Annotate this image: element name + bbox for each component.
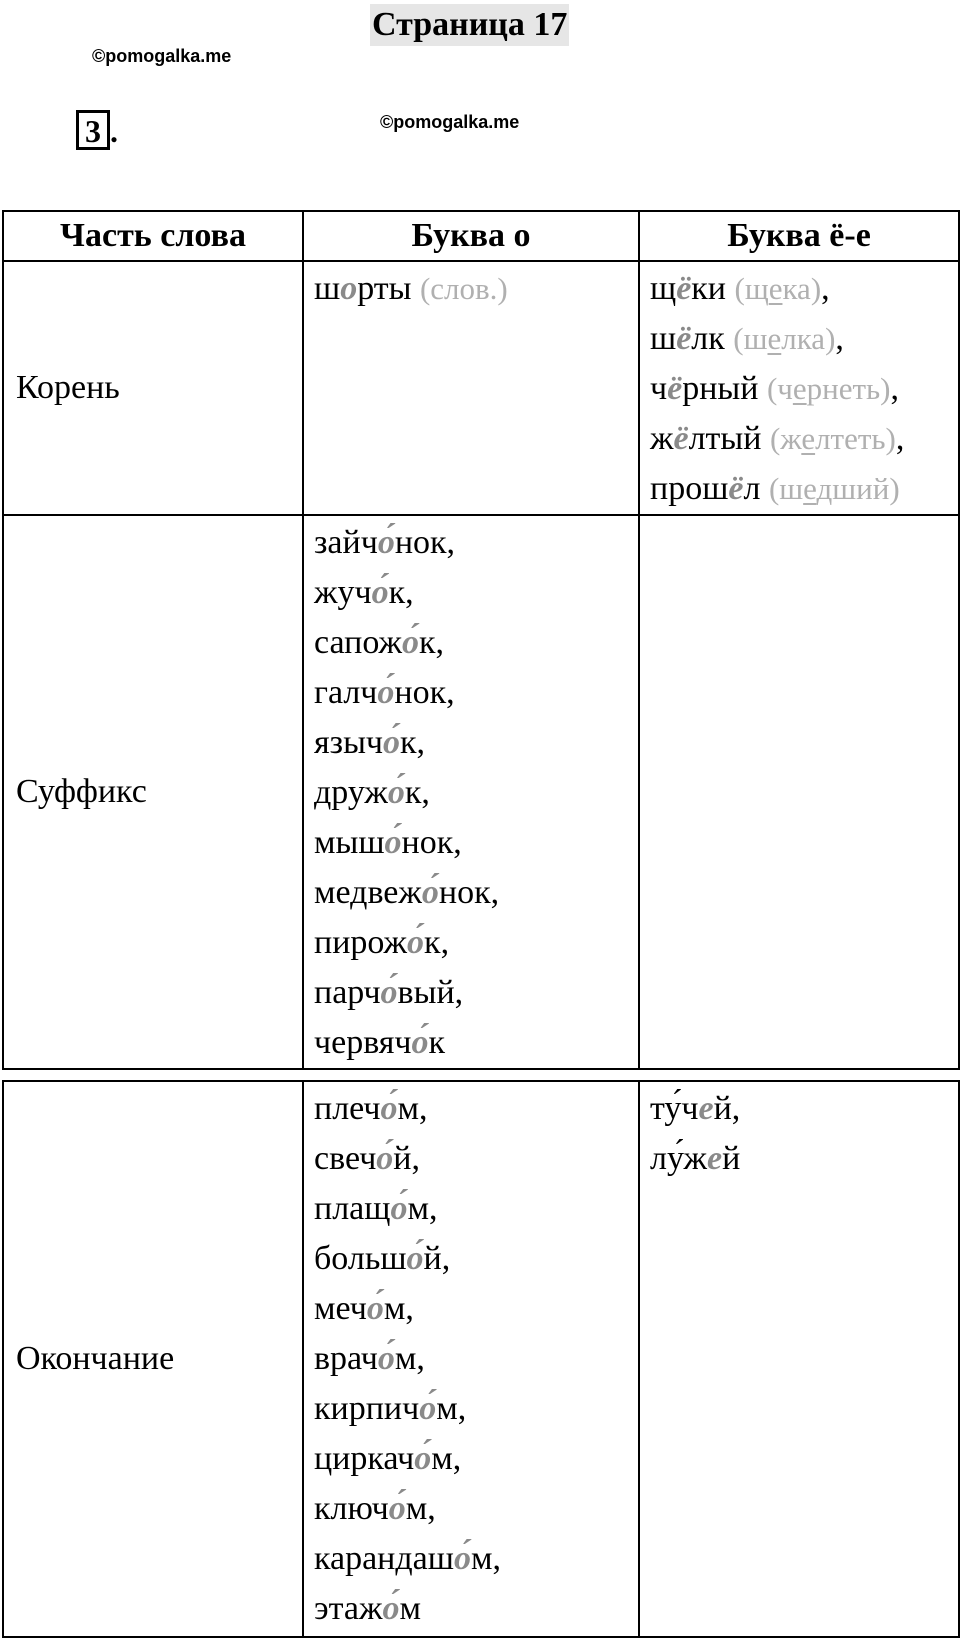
word-part: червяч: [314, 1024, 412, 1061]
row-label-suffix: Суффикс: [3, 515, 303, 1069]
highlighted-letter: о́: [414, 1440, 432, 1477]
word-part: м,: [436, 1390, 467, 1427]
word-part: ш: [650, 320, 677, 357]
word-item: [314, 1334, 628, 1384]
word-part: й,: [713, 1090, 741, 1127]
word-item: [314, 1184, 628, 1234]
highlighted-letter: о́: [390, 1190, 408, 1227]
table-row: [3, 515, 959, 1069]
highlighted-letter: о́: [411, 1024, 429, 1061]
highlighted-letter: ё: [728, 470, 744, 507]
word-part: прош: [650, 470, 729, 507]
row-label-root: Корень: [3, 261, 303, 515]
word-item: [650, 264, 948, 314]
highlighted-letter: о́: [380, 1090, 398, 1127]
word-part: й,: [393, 1140, 420, 1177]
check-word-hint: е: [768, 271, 783, 306]
word-part: ки: [691, 270, 735, 307]
word-part: к,: [419, 624, 445, 661]
word-item: [314, 868, 628, 918]
highlighted-letter: о́: [406, 1240, 424, 1277]
word-item: [314, 1484, 628, 1534]
word-item: [650, 414, 948, 464]
word-part: нок,: [394, 524, 456, 561]
check-word-hint: рнеть): [806, 371, 891, 406]
word-part: плащ: [314, 1190, 391, 1227]
table-row: [3, 1081, 959, 1637]
ending-yo-e-words: [639, 1081, 959, 1637]
table-header-row: [3, 211, 959, 261]
word-part: к,: [424, 924, 450, 961]
row-label-ending: Окончание: [3, 1081, 303, 1637]
word-part: к: [428, 1024, 446, 1061]
word-part: галч: [314, 674, 378, 711]
word-part: рный: [682, 370, 767, 407]
word-part: плеч: [314, 1090, 381, 1127]
word-part: больш: [314, 1240, 407, 1277]
highlighted-letter: о́: [366, 1290, 384, 1327]
check-word-hint: (ш: [733, 321, 768, 356]
header-cell-letter-yo-e: Буква ё-е: [639, 211, 959, 261]
word-item: [314, 618, 628, 668]
word-part: врач: [314, 1340, 378, 1377]
word-item: [314, 1084, 628, 1134]
word-part: м,: [431, 1440, 462, 1477]
word-part: свеч: [314, 1140, 377, 1177]
task-number-box: 3: [76, 110, 110, 150]
suffix-o-words: [303, 515, 639, 1069]
word-part: языч: [314, 724, 384, 761]
word-item: [314, 818, 628, 868]
highlighted-letter: ё: [676, 320, 692, 357]
word-part: рты: [357, 270, 420, 307]
answer-table-part-2: [2, 1080, 960, 1638]
word-part: лк: [691, 320, 734, 357]
word-item: [314, 1018, 628, 1068]
highlighted-letter: о́: [377, 1340, 395, 1377]
word-item: [314, 1434, 628, 1484]
word-part: ,: [890, 370, 899, 407]
highlighted-letter: о́: [377, 674, 395, 711]
word-part: медвеж: [314, 874, 422, 911]
answer-table-part-1: [2, 210, 960, 1070]
word-part: ,: [895, 420, 905, 457]
word-item: [650, 314, 948, 364]
word-part: нок,: [394, 674, 455, 711]
highlighted-letter: о́: [387, 774, 405, 811]
word-part: ,: [835, 320, 844, 357]
check-word-hint: (ч: [766, 371, 793, 406]
word-item: [314, 1234, 628, 1284]
highlighted-letter: о́: [421, 874, 439, 911]
word-part: сапож: [314, 624, 402, 661]
check-word-hint: лтеть): [815, 421, 896, 456]
word-item: [650, 1084, 948, 1134]
root-yo-e-words: [639, 261, 959, 515]
check-word-hint: (слов.): [419, 271, 508, 306]
check-word-hint: (ж: [769, 421, 802, 456]
word-part: меч: [314, 1290, 367, 1327]
word-item: [314, 718, 628, 768]
word-part: этаж: [314, 1590, 383, 1627]
word-part: к,: [400, 724, 426, 761]
ending-o-words: [303, 1081, 639, 1637]
word-part: циркач: [314, 1440, 415, 1477]
highlighted-letter: о: [340, 270, 358, 307]
word-part: нок,: [401, 824, 462, 861]
word-item: [314, 668, 628, 718]
watermark: ©pomogalka.me: [380, 112, 520, 132]
highlighted-letter: о́: [453, 1540, 471, 1577]
word-item: [314, 1534, 628, 1584]
check-word-hint: (щ: [734, 271, 769, 306]
word-part: лу́ж: [650, 1140, 708, 1177]
word-part: щ: [650, 270, 677, 307]
word-item: [314, 1384, 628, 1434]
highlighted-letter: о́: [407, 924, 425, 961]
word-part: жуч: [314, 574, 372, 611]
word-part: м,: [397, 1090, 428, 1127]
word-part: карандаш: [314, 1540, 454, 1577]
word-part: м,: [407, 1190, 438, 1227]
header-cell-part: Часть слова: [3, 211, 303, 261]
highlighted-letter: о́: [376, 1140, 394, 1177]
check-word-hint: лка): [781, 321, 836, 356]
task-number: [76, 110, 118, 148]
watermark: ©pomogalka.me: [92, 46, 232, 66]
highlighted-letter: о́: [383, 724, 401, 761]
word-part: м,: [383, 1290, 414, 1327]
word-item: [314, 1284, 628, 1334]
check-word-hint: е: [792, 371, 807, 406]
word-part: л: [743, 470, 769, 507]
word-part: кирпич: [314, 1390, 420, 1427]
word-item: [314, 1134, 628, 1184]
word-part: ч: [650, 370, 668, 407]
highlighted-letter: ё: [673, 420, 689, 457]
word-item: [314, 768, 628, 818]
check-word-hint: е: [801, 421, 816, 456]
word-part: к,: [404, 774, 430, 811]
word-item: [650, 364, 948, 414]
word-part: лтый: [688, 420, 770, 457]
word-item: [314, 968, 628, 1018]
check-word-hint: ка): [782, 271, 822, 306]
word-item: [314, 568, 628, 618]
root-o-words: [303, 261, 639, 515]
highlighted-letter: о́: [419, 1390, 437, 1427]
highlighted-letter: е: [707, 1140, 723, 1177]
word-part: ключ: [314, 1490, 389, 1527]
word-part: ту́ч: [650, 1090, 699, 1127]
highlighted-letter: о́: [377, 524, 395, 561]
check-word-hint: дший): [816, 471, 900, 506]
highlighted-letter: о́: [371, 574, 389, 611]
check-word-hint: (ш: [768, 471, 804, 506]
word-part: й: [722, 1140, 741, 1177]
word-part: мыш: [314, 824, 385, 861]
word-part: пирож: [314, 924, 408, 961]
word-item: [650, 464, 948, 514]
word-item: [314, 264, 628, 314]
word-part: м,: [470, 1540, 501, 1577]
suffix-yo-e-words: [639, 515, 959, 1069]
word-item: [314, 518, 628, 568]
word-item: [314, 1584, 628, 1634]
word-part: вый,: [397, 974, 464, 1011]
check-word-hint: е: [803, 471, 817, 506]
word-item: [314, 918, 628, 968]
word-part: ш: [314, 270, 341, 307]
word-part: нок,: [438, 874, 500, 911]
word-part: ж: [650, 420, 674, 457]
highlighted-letter: ё: [676, 270, 692, 307]
highlighted-letter: о́: [380, 974, 398, 1011]
word-item: [650, 1134, 948, 1184]
highlighted-letter: о́: [384, 824, 402, 861]
highlighted-letter: е: [698, 1090, 714, 1127]
word-part: м: [399, 1590, 421, 1627]
word-part: друж: [314, 774, 388, 811]
word-part: м,: [394, 1340, 425, 1377]
highlighted-letter: о́: [402, 624, 419, 661]
table-row: [3, 261, 959, 515]
word-part: м,: [405, 1490, 436, 1527]
highlighted-letter: ё: [667, 370, 683, 407]
page-title: Страница 17: [370, 4, 569, 46]
header-cell-letter-o: Буква о: [303, 211, 639, 261]
word-part: парч: [314, 974, 381, 1011]
word-part: к,: [388, 574, 414, 611]
word-part: зайч: [314, 524, 378, 561]
highlighted-letter: о́: [382, 1590, 400, 1627]
word-part: й,: [423, 1240, 451, 1277]
check-word-hint: е: [767, 321, 782, 356]
word-part: ,: [821, 270, 830, 307]
highlighted-letter: о́: [388, 1490, 406, 1527]
task-number-dot: .: [110, 113, 118, 149]
